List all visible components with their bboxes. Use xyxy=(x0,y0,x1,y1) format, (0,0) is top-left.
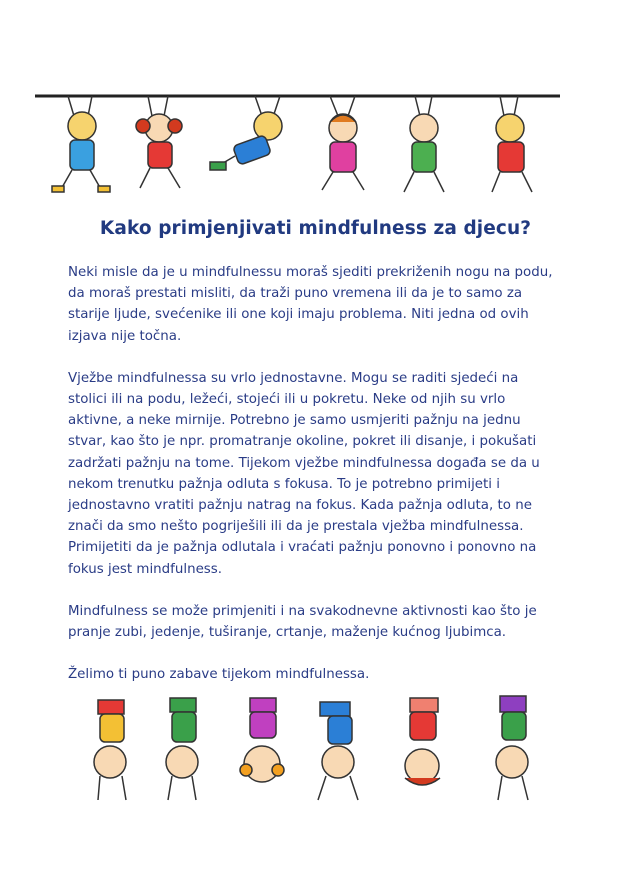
hanging-kid-2 xyxy=(136,96,182,188)
kids-hanging-illustration xyxy=(30,86,565,204)
paragraph-2: Vježbe mindfulnessa su vrlo jednostavne. Mogu se raditi sjedeći na stolici ili na podu, ležeći, stojeći ili u pokretu. Neke od njih su vrlo aktivne, a neke mirnije. Potrebno je samo usmjeriti pažnju na jednu stvar, kao što je npr. promatranje okoline, pokret ili disanje, i pokušati zadržati pažnju na tome. Tijekom vježbe mindfulnessa događa se da u nekom trenutku pažnja odluta s fokusa. To je potrebno primijeti i jednostavno vratiti pažnju natrag na fokus. Kada pažnja odluta, to ne znači da smo nešto pogriješili ili da je prestala vježba mindfulnessa. Primijetiti da je pažnja odlutala i vraćati pažnju ponovno i ponovno na fokus jest mindfulness. xyxy=(68,370,540,577)
handstand-kid-4 xyxy=(318,702,358,800)
kids-handstand-illustration xyxy=(70,690,560,815)
hanging-kid-5 xyxy=(404,96,444,192)
paragraph-4: Želimo ti puno zabave tijekom mindfulnessa. xyxy=(68,667,370,683)
handstand-kid-2 xyxy=(166,698,198,800)
hanging-kid-4 xyxy=(322,96,364,190)
hanging-kid-1 xyxy=(52,96,110,192)
paragraph-1: Neki misle da je u mindfulnessu moraš sjediti prekriženih nogu na podu, da moraš prestati misliti, da traži puno vremena ili da je to samo za starije ljude, svećenike ili one koji imaju problema. Niti jedna od ovih izjava nije točna. xyxy=(68,265,553,344)
body-text xyxy=(68,262,574,706)
handstand-kid-1 xyxy=(94,700,126,800)
page-title: Kako primjenjivati mindfulness za djecu? xyxy=(99,218,532,239)
hanging-kid-3 xyxy=(210,96,282,170)
handstand-kid-5 xyxy=(405,698,440,785)
paragraph-3: Mindfulness se može primjeniti i na svakodnevne aktivnosti kao što je pranje zubi, jedenje, tuširanje, crtanje, maženje kućnog ljubimca. xyxy=(68,603,537,641)
handstand-kid-6 xyxy=(496,696,528,800)
hanging-kid-6 xyxy=(492,96,532,192)
handstand-kid-3 xyxy=(240,698,284,782)
